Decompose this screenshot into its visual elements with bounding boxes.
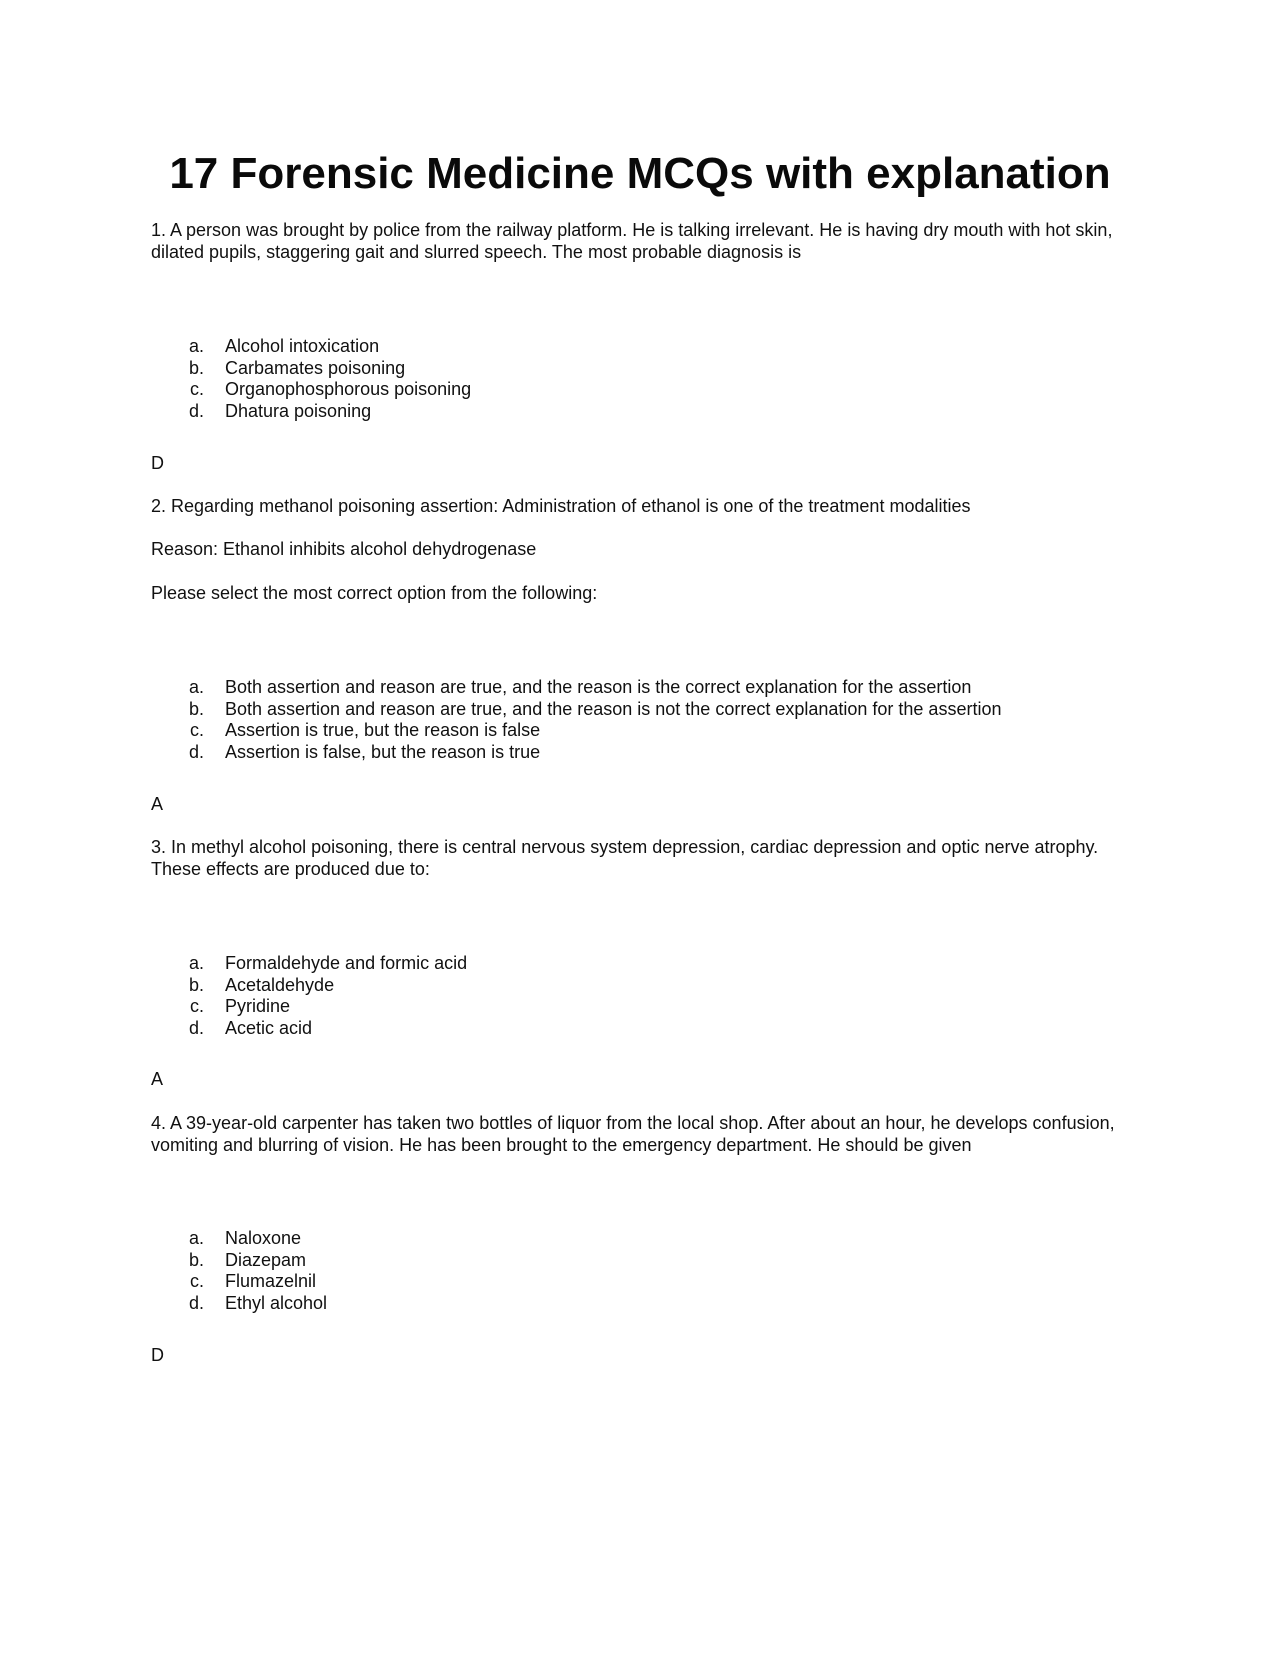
option-letter: c. [189, 379, 204, 399]
option-text: Ethyl alcohol [225, 1292, 328, 1313]
option-letter: b. [188, 1249, 204, 1270]
option-item [0, 1250, 1280, 1272]
option-letter: d. [188, 1017, 204, 1038]
question-2-instruction: Please select the most correct option from the following: [151, 583, 598, 603]
question-2-answer: A [151, 794, 164, 814]
option-text: Acetaldehyde [225, 974, 335, 995]
question-2-text: 2. Regarding methanol poisoning assertion: Administration of ethanol is one of the treatment modalities [151, 496, 971, 516]
question-4-text: 4. A 39-year-old carpenter has taken two bottles of liquor from the local shop. After about an hour, he develops confusion, vomiting and blurring of vision. He has been brought to the emergency department. He should be given [151, 1113, 1115, 1155]
option-text: Both assertion and reason are true, and the reason is not the correct explanation for the assertion [225, 698, 1002, 719]
option-item [0, 1228, 1280, 1250]
option-item [0, 336, 1280, 358]
option-text: Naloxone [225, 1228, 302, 1248]
question-3-answer: A [151, 1069, 164, 1089]
option-letter: d. [188, 1292, 204, 1313]
option-item [0, 379, 1280, 401]
option-letter: d. [188, 741, 204, 762]
option-text: Dhatura poisoning [225, 400, 372, 421]
option-item [0, 720, 1280, 742]
option-letter: a. [188, 953, 204, 973]
option-text: Flumazelnil [225, 1271, 317, 1291]
option-item [0, 1293, 1280, 1315]
option-text: Assertion is true, but the reason is false [225, 720, 541, 740]
question-3-options [0, 953, 1280, 1039]
option-item [0, 996, 1280, 1018]
option-item [0, 975, 1280, 997]
option-item [0, 358, 1280, 380]
question-2-options [0, 677, 1280, 763]
option-item [0, 401, 1280, 423]
question-4-options [0, 1228, 1280, 1314]
question-1-answer: D [151, 453, 164, 473]
question-1-options [0, 336, 1280, 422]
option-letter: a. [188, 336, 204, 356]
option-text: Pyridine [225, 996, 291, 1016]
option-item [0, 953, 1280, 975]
option-text: Diazepam [225, 1249, 307, 1270]
option-letter: a. [188, 677, 204, 697]
option-letter: c. [189, 996, 204, 1016]
option-text: Acetic acid [225, 1017, 313, 1038]
option-letter: c. [189, 1271, 204, 1291]
page-title: 17 Forensic Medicine MCQs with explanation [169, 149, 1111, 198]
option-text: Alcohol intoxication [225, 336, 380, 356]
option-letter: d. [188, 400, 204, 421]
option-text: Organophosphorous poisoning [225, 379, 472, 399]
question-1-text: 1. A person was brought by police from the railway platform. He is talking irrelevant. He is having dry mouth with hot skin, dilated pupils, staggering gait and slurred speech. The most probable diagnosis is [151, 220, 1113, 262]
option-text: Formaldehyde and formic acid [225, 953, 468, 973]
option-text: Carbamates poisoning [225, 357, 406, 378]
option-text: Assertion is false, but the reason is true [225, 741, 541, 762]
question-3-text: 3. In methyl alcohol poisoning, there is central nervous system depression, cardiac depression and optic nerve atrophy. These effects are produced due to: [151, 837, 1099, 879]
question-4-answer: D [151, 1345, 164, 1365]
option-letter: b. [188, 357, 204, 378]
option-text: Both assertion and reason are true, and the reason is the correct explanation for the assertion [225, 677, 972, 697]
option-item [0, 1271, 1280, 1293]
option-letter: c. [189, 720, 204, 740]
option-item [0, 742, 1280, 764]
option-item [0, 699, 1280, 721]
option-letter: b. [188, 974, 204, 995]
option-letter: b. [188, 698, 204, 719]
option-item [0, 1018, 1280, 1040]
question-2-reason: Reason: Ethanol inhibits alcohol dehydrogenase [151, 539, 537, 559]
option-item [0, 677, 1280, 699]
option-letter: a. [188, 1228, 204, 1248]
